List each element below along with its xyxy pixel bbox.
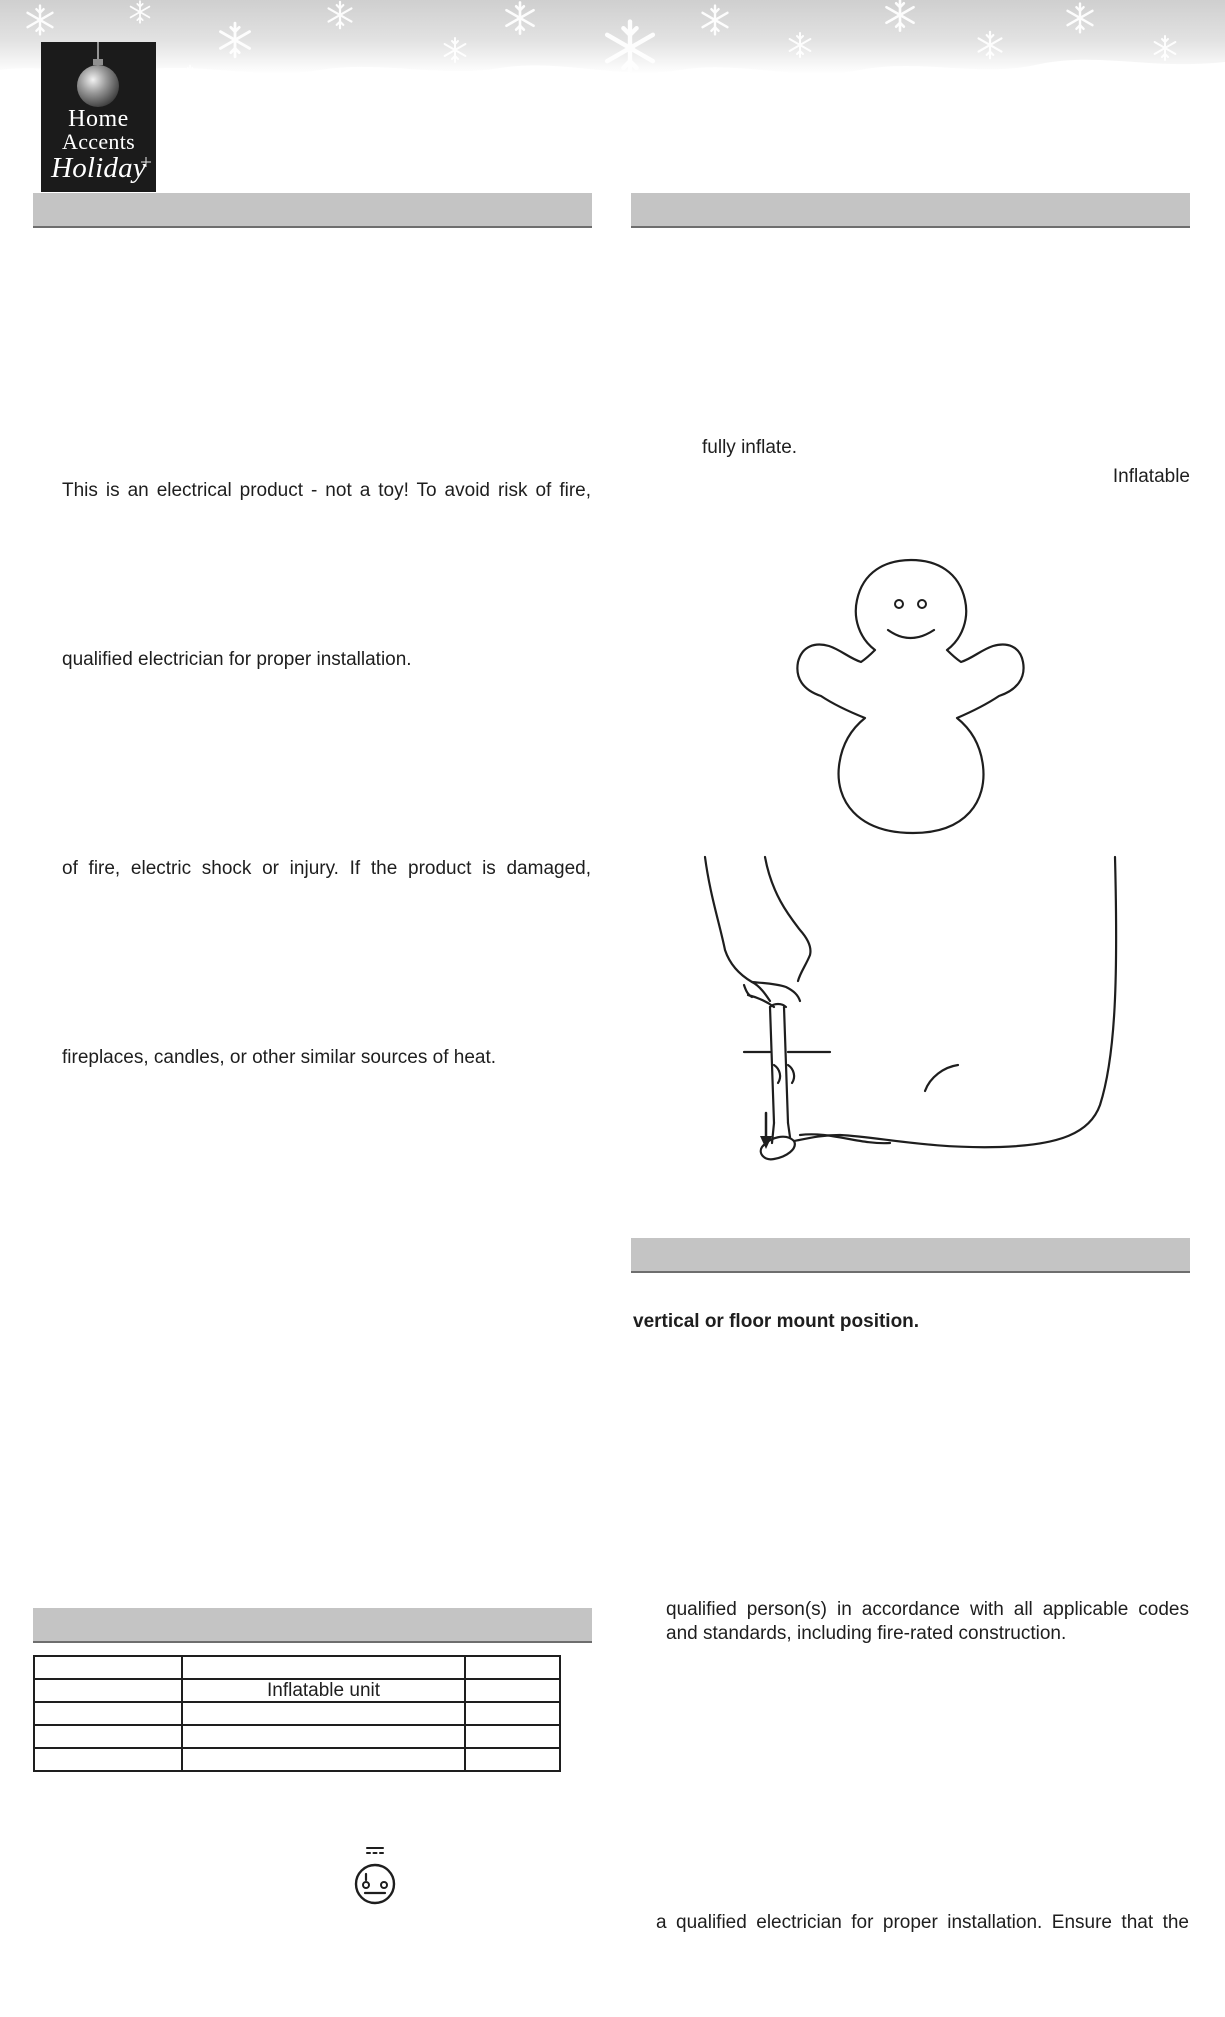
- table-cell: [34, 1679, 182, 1702]
- table-cell: [465, 1656, 560, 1679]
- table-cell: [465, 1679, 560, 1702]
- table-cell: [182, 1702, 465, 1725]
- polarized-plug-icon: [349, 1845, 401, 1907]
- mount-position-text-line: vertical or floor mount position.: [633, 1311, 920, 1332]
- fully-inflate-text-line: fully inflate.: [702, 437, 798, 458]
- table-cell: [34, 1725, 182, 1748]
- logo-text-holiday: Holiday: [51, 152, 146, 184]
- table-row: [34, 1725, 560, 1748]
- table-cell: [34, 1656, 182, 1679]
- table-cell: [465, 1725, 560, 1748]
- qualified-person-text-line: qualified person(s) in accordance with all applicable codes: [666, 1599, 1189, 1620]
- table-row: [34, 1748, 560, 1771]
- heat-sources-text-line: fireplaces, candles, or other similar sources of heat.: [62, 1047, 497, 1068]
- table-row: [34, 1656, 560, 1679]
- snowflake-banner: [0, 0, 1225, 110]
- inflatable-text-line: Inflatable: [1112, 466, 1190, 487]
- electrician-text-line: qualified electrician for proper installation.: [62, 649, 412, 670]
- parts-table: [33, 1655, 561, 1772]
- table-cell-inflatable-unit: Inflatable unit: [182, 1679, 465, 1702]
- codes-standards-text-line: and standards, including fire-rated construction.: [666, 1623, 1067, 1644]
- table-row: [34, 1702, 560, 1725]
- table-cell: [182, 1656, 465, 1679]
- damage-text-line: of fire, electric shock or injury. If the product is damaged,: [62, 858, 591, 879]
- section-header-bar-left-top: [33, 193, 592, 228]
- snowman-illustration: [795, 558, 1025, 838]
- table-cell: [34, 1702, 182, 1725]
- table-cell: [465, 1702, 560, 1725]
- section-header-bar-right-top: [631, 193, 1190, 228]
- home-accents-holiday-logo: [41, 42, 156, 192]
- warning-text-line: This is an electrical product - not a toy! To avoid risk of fire,: [62, 480, 591, 501]
- table-cell: [34, 1748, 182, 1771]
- table-cell: [465, 1748, 560, 1771]
- section-header-bar-right-middle: [631, 1238, 1190, 1273]
- deflate-bag-illustration: [700, 855, 1120, 1195]
- section-header-bar-left-bottom: [33, 1608, 592, 1643]
- logo-text-accents: Accents: [62, 129, 135, 154]
- table-cell: [182, 1725, 465, 1748]
- table-row: [34, 1679, 560, 1702]
- qualified-electrician-text-line: a qualified electrician for proper installation. Ensure that the: [656, 1912, 1189, 1933]
- logo-text-home: Home: [68, 106, 129, 132]
- table-cell: [182, 1748, 465, 1771]
